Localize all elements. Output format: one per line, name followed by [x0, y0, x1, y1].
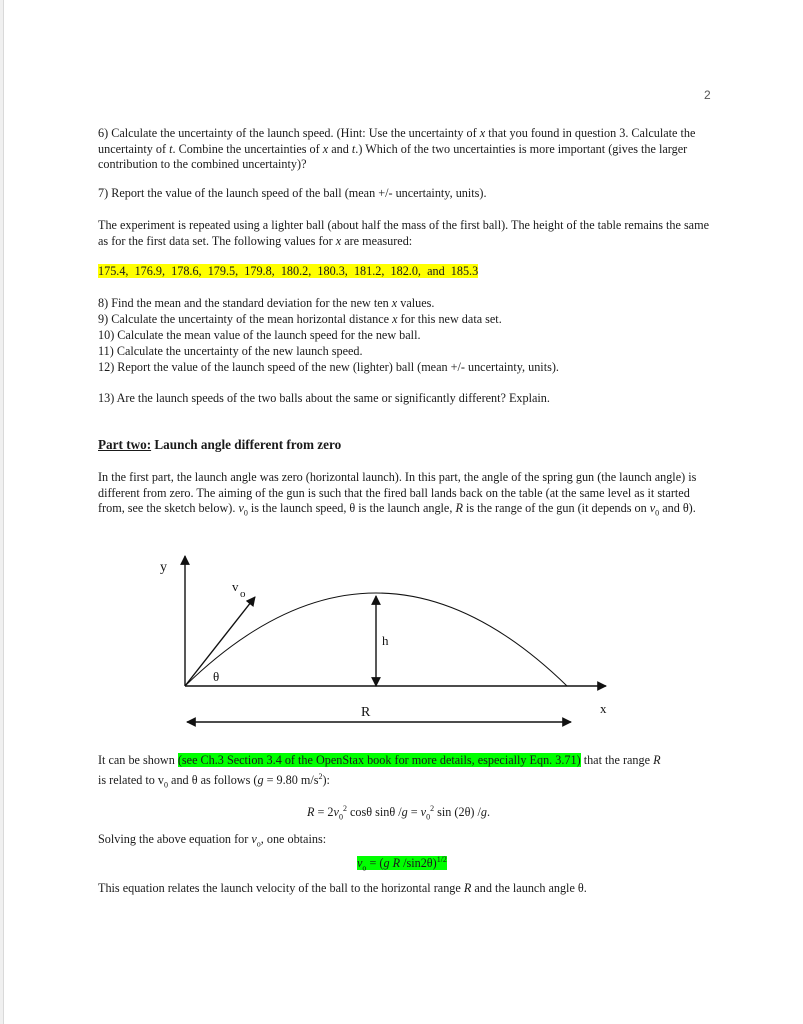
var-x: x	[391, 296, 398, 310]
var-x: x	[322, 141, 329, 156]
question-11: 11) Calculate the uncertainty of the new launch speed.	[98, 344, 363, 358]
var-v0: v	[238, 501, 244, 515]
document-page	[3, 0, 803, 1024]
q6-text: . Combine the uncertainties of	[172, 141, 323, 156]
subscript: 0	[426, 812, 431, 822]
intro-text: In the first part, the launch angle was zero (horizontal launch). In this part, the angle of the spring gun (the launch angle) is different from zero. The aiming of the gun is such that the fired ball lands back on the table (at the same level as it started from, see the sketch below).	[98, 470, 697, 515]
shown-text: is related to v	[98, 772, 164, 787]
q6-text: and	[328, 141, 352, 156]
eq-text: .	[487, 805, 491, 820]
solving-text: , one obtains:	[260, 832, 327, 846]
var-R: R	[392, 856, 401, 871]
var-R: R	[307, 805, 315, 820]
range-derivation-paragraph	[98, 753, 718, 793]
eq-text: = 2	[314, 805, 334, 820]
final-text: and the launch angle θ.	[471, 881, 587, 895]
question-7: 7) Report the value of the launch speed of the ball (mean +/- uncertainty, units).	[98, 186, 487, 200]
var-v: v	[251, 832, 257, 846]
speed-equation-highlight	[357, 855, 447, 873]
question-12: 12) Report the value of the launch speed of the new (lighter) ball (mean +/- uncertainty, units).	[98, 360, 559, 374]
subscript: 0	[655, 508, 660, 518]
superscript: 2	[318, 771, 323, 781]
intro-text: and θ).	[659, 501, 696, 515]
shown-text: It can be shown	[98, 753, 178, 767]
var-R: R	[463, 881, 472, 895]
subscript: 0	[164, 780, 168, 789]
var-t: t	[351, 141, 356, 156]
q6-text: 6) Calculate the uncertainty of the launch speed. (Hint: Use the uncertainty of	[98, 126, 480, 140]
range-label: R	[361, 705, 371, 720]
shown-text: ):	[322, 772, 330, 787]
q6-text: that you found in question 3. Calculate the uncertainty of	[98, 126, 696, 156]
var-v: v	[333, 805, 339, 820]
y-axis-label: y	[160, 560, 167, 575]
velocity-vector	[185, 597, 255, 686]
question-13: 13) Are the launch speeds of the two balls about the same or significantly different? Explain.	[98, 391, 550, 405]
subscript: o	[256, 839, 261, 849]
var-v: v	[357, 856, 363, 871]
superscript: 2	[342, 804, 347, 813]
angle-label: θ	[213, 669, 220, 684]
x-axis-label: x	[600, 701, 607, 716]
part-two-label: Part two:	[98, 437, 152, 452]
shown-text: = 9.80 m/s	[263, 772, 319, 787]
shown-text: and θ as follows (	[168, 772, 258, 787]
experiment-text: are measured:	[341, 233, 413, 248]
var-R: R	[653, 753, 661, 767]
experiment-text: The experiment is repeated using a lighter ball (about half the mass of the first ball). The height of the table remains the same as for the first data set. The following values for	[98, 218, 709, 248]
eq-text: =	[407, 805, 421, 820]
final-paragraph	[98, 881, 718, 897]
q8-text: values.	[397, 296, 435, 310]
var-g: g	[401, 805, 408, 820]
subscript: o	[362, 863, 367, 873]
q8-text: 8) Find the mean and the standard deviation for the new ten	[98, 296, 392, 310]
solving-text: Solving the above equation for	[98, 832, 252, 846]
q9-text: for this new data set.	[397, 312, 502, 326]
range-equation	[307, 801, 607, 825]
projectile-diagram	[4, 0, 803, 740]
eq-text: /sin2θ)	[400, 856, 437, 871]
eq-text: sin (2θ) /	[434, 805, 481, 820]
subscript: 0	[243, 508, 248, 518]
var-g: g	[257, 772, 264, 787]
question-10: 10) Calculate the mean value of the launch speed for the new ball.	[98, 328, 421, 342]
solving-paragraph	[98, 832, 718, 852]
var-x: x	[392, 312, 398, 326]
measured-values-highlight: 175.4, 176.9, 178.6, 179.5, 179.8, 180.2, 180.3, 181.2, 182.0, and 185.3	[98, 264, 479, 278]
superscript: 1/2	[436, 855, 447, 864]
page-number: 2	[704, 88, 711, 102]
var-v: v	[420, 805, 427, 820]
subscript: 0	[338, 812, 343, 822]
final-text: This equation relates the launch velocity of the ball to the horizontal range	[98, 881, 464, 895]
var-g: g	[480, 805, 487, 820]
intro-text: is the launch speed, θ is the launch angle,	[247, 501, 456, 515]
eq-text: cosθ sinθ /	[346, 805, 402, 820]
var-t: t	[169, 141, 173, 156]
shown-text: that the range	[580, 753, 654, 767]
eq-text: = (	[366, 856, 384, 871]
reference-highlight: (see Ch.3 Section 3.4 of the OpenStax book for more details, especially Eqn. 3.71)	[177, 753, 581, 767]
velocity-label: v	[232, 579, 239, 594]
height-label: h	[382, 633, 389, 648]
superscript: 2	[430, 804, 435, 813]
q9-text: 9) Calculate the uncertainty of the mean horizontal distance	[98, 312, 393, 326]
intro-text: is the range of the gun (it depends on	[462, 501, 650, 515]
var-x: x	[335, 233, 342, 248]
var-x: x	[479, 126, 486, 140]
var-R: R	[455, 501, 463, 515]
var-v0: v	[649, 501, 656, 515]
velocity-subscript: o	[240, 588, 246, 600]
part-two-title: Launch angle different from zero	[151, 437, 342, 452]
q6-text: .) Which of the two uncertainties is more important (gives the larger contribution to the combined uncertainty)?	[98, 141, 688, 171]
speed-equation	[357, 852, 447, 876]
var-g: g	[383, 856, 390, 871]
